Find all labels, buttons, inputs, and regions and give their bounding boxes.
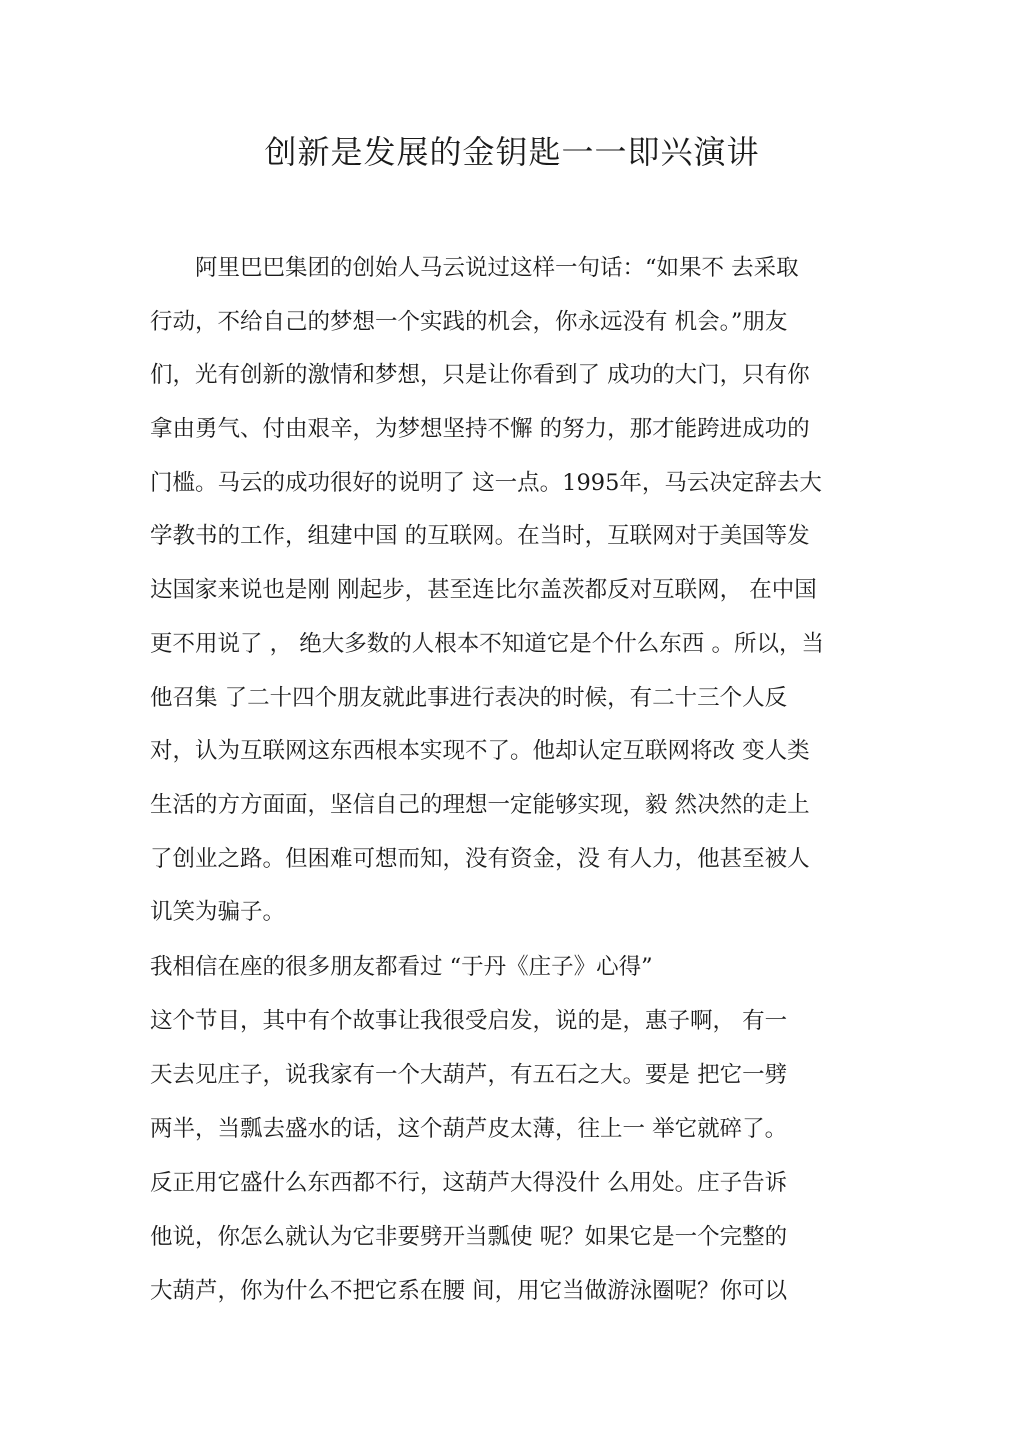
text-line: 了创业之路。但困难可想而知，没有资金，没 有人力，他甚至被人 <box>150 845 810 872</box>
text-line: 天去见庄子，说我家有一个大葫芦，有五石之大。要是 把它一劈 <box>150 1062 788 1088</box>
paragraph-1 <box>150 242 824 940</box>
paragraph-2 <box>150 940 787 1318</box>
text-line: 阿里巴巴集团的创始人马云说过这样一句话：“如果不 去采取 <box>150 255 799 281</box>
text-line: 行动，不给自己的梦想一个实践的机会，你永远没有 机会。”朋友 <box>150 308 788 335</box>
text-line: 我相信在座的很多朋友都看过 “于丹《庄子》心得” <box>150 954 653 980</box>
text-line: 学教书的工作，组建中国 的互联网。在当时，互联网对于美国等发 <box>150 523 810 550</box>
text-line: 更不用说了 ， 绝大多数的人根本不知道它是个什么东西 。所以，当 <box>150 630 824 657</box>
text-line: 两半，当瓢去盛水的话，这个葫芦皮太薄，往上一 举它就碎了。 <box>150 1116 788 1142</box>
text-line: 们，光有创新的激情和梦想，只是让你看到了 成功的大门，只有你 <box>150 362 810 389</box>
text-line: 他说，你怎么就认为它非要劈开当瓢使 呢？如果它是一个完整的 <box>150 1224 788 1250</box>
text-line: 生活的方方面面，坚信自己的理想一定能够实现，毅 然决然的走上 <box>150 791 810 818</box>
text-line: 达国家来说也是刚 刚起步，甚至连比尔盖茨都反对互联网， 在中国 <box>150 577 817 604</box>
text-line: 门槛。马云的成功很好的说明了 这一点。1995年，马云决定辞去大 <box>150 469 822 496</box>
document-title: 创新是发展的金钥匙一一即兴演讲 <box>264 133 760 171</box>
text-line: 对，认为互联网这东西根本实现不了。他却认定互联网将改 变人类 <box>150 738 810 765</box>
text-line: 拿由勇气、付由艰辛，为梦想坚持不懈 的努力，那才能跨进成功的 <box>150 416 810 443</box>
text-line: 这个节目，其中有个故事让我很受启发，说的是，惠子啊， 有一 <box>150 1008 788 1034</box>
text-line: 大葫芦，你为什么不把它系在腰 间，用它当做游泳圈呢？你可以 <box>150 1278 788 1304</box>
text-line: 讥笑为骗子。 <box>150 899 286 926</box>
text-line: 反正用它盛什么东西都不行，这葫芦大得没什 么用处。庄子告诉 <box>150 1170 788 1196</box>
text-line: 他召集 了二十四个朋友就此事进行表决的时候，有二十三个人反 <box>150 684 788 711</box>
